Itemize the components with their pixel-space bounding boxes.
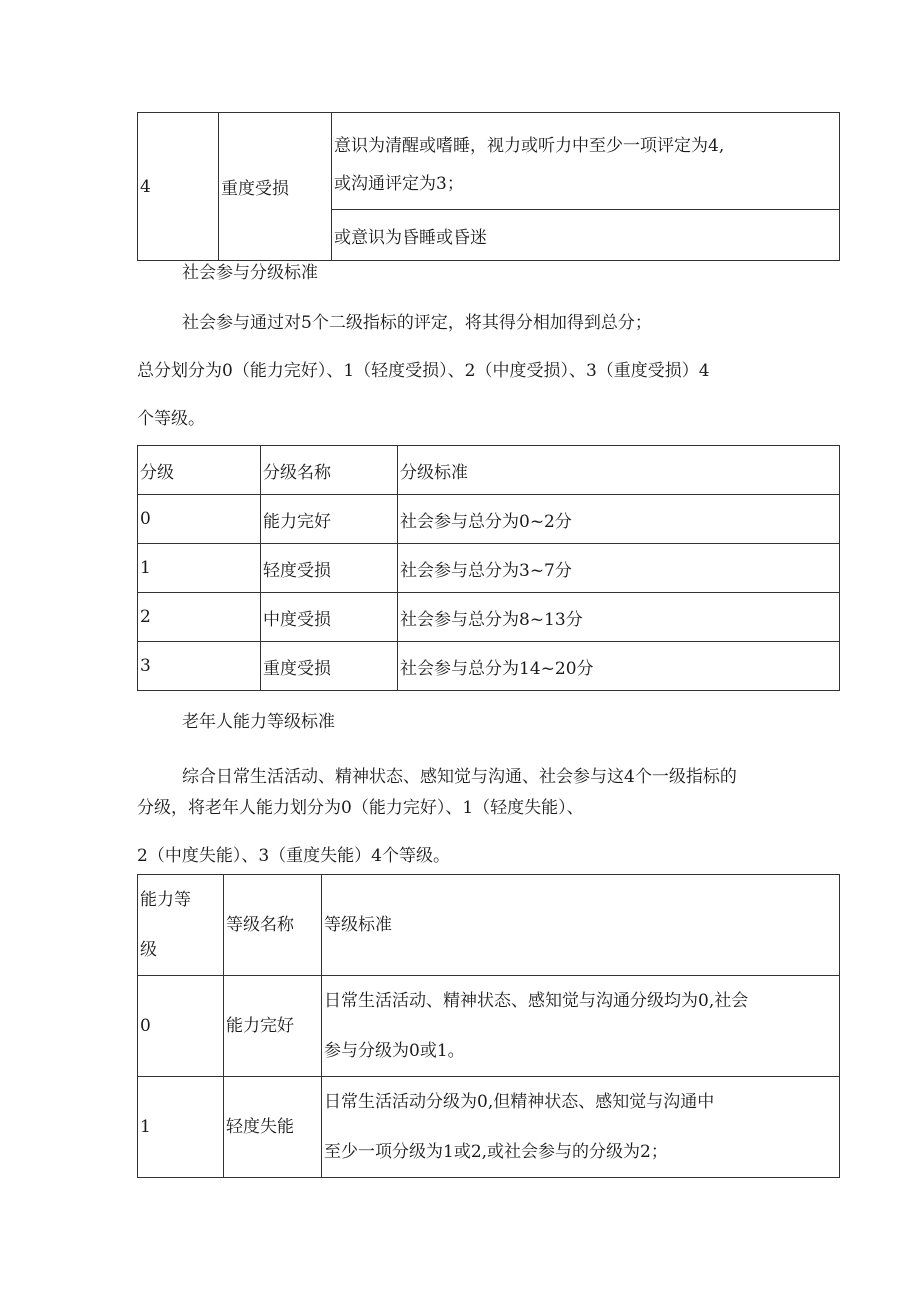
header-cell: 分级标准 [398,446,840,495]
criteria-cell [322,1077,840,1178]
criteria-line: 或沟通评定为3； [334,174,464,194]
social-paragraph-line: 总分划分为0（能力完好）、1（轻度受损）、2（中度受损）、3（重度受损）4 [137,361,710,381]
criteria-line: 日常生活活动分级为0,但精神状态、感知觉与沟通中 [324,1092,715,1112]
table-row [138,495,840,544]
table-row [138,976,840,1077]
header-cell: 等级标准 [322,875,840,976]
table-row [138,593,840,642]
table-row [138,544,840,593]
social-level-table [137,445,840,691]
elder-paragraph-line: 综合日常生活活动、精神状态、感知觉与沟通、社会参与这4个一级指标的 [182,767,737,787]
criteria-alt-cell: 或意识为昏睡或昏迷 [332,210,840,261]
social-paragraph-line: 社会参与通过对5个二级指标的评定，将其得分相加得到总分； [182,313,652,333]
criteria-line: 日常生活活动、精神状态、感知觉与沟通分级均为0,社会 [324,991,749,1011]
header-line: 级 [140,940,157,960]
elder-ability-table [137,874,840,1178]
table-row [138,1077,840,1178]
elder-paragraph-line: 分级，将老年人能力划分为0（能力完好）、1（轻度失能）、 [137,798,584,818]
perception-level-table [137,112,840,261]
level-name-cell: 重度受损 [261,642,398,691]
header-cell [138,875,224,976]
header-cell: 等级名称 [224,875,322,976]
header-cell: 分级名称 [261,446,398,495]
criteria-cell: 社会参与总分为0~2分 [398,495,840,544]
header-line: 能力等 [140,890,191,910]
criteria-cell: 社会参与总分为14~20分 [398,642,840,691]
level-name-cell: 重度受损 [219,113,332,261]
level-cell: 0 [138,976,224,1077]
level-cell: 1 [138,1077,224,1178]
criteria-cell [322,976,840,1077]
social-paragraph-line: 个等级。 [137,409,205,429]
level-cell: 1 [138,544,261,593]
level-name-cell: 能力完好 [261,495,398,544]
criteria-cell: 社会参与总分为3~7分 [398,544,840,593]
criteria-line: 至少一项分级为1或2,或社会参与的分级为2； [324,1142,668,1162]
level-cell: 4 [138,113,219,261]
level-cell: 0 [138,495,261,544]
table-row [138,642,840,691]
criteria-cell [332,113,840,210]
level-name-cell: 中度受损 [261,593,398,642]
level-cell: 2 [138,593,261,642]
elder-heading: 老年人能力等级标准 [182,712,335,732]
header-cell: 分级 [138,446,261,495]
level-cell: 3 [138,642,261,691]
level-name-cell: 能力完好 [224,976,322,1077]
level-name-cell: 轻度失能 [224,1077,322,1178]
criteria-line: 意识为清醒或嗜睡，视力或听力中至少一项评定为4, [334,136,725,156]
elder-paragraph-line: 2（中度失能）、3（重度失能）4个等级。 [137,846,450,866]
criteria-line: 参与分级为0或1。 [324,1041,465,1061]
criteria-cell: 社会参与总分为8~13分 [398,593,840,642]
level-name-cell: 轻度受损 [261,544,398,593]
social-heading: 社会参与分级标准 [182,263,318,283]
